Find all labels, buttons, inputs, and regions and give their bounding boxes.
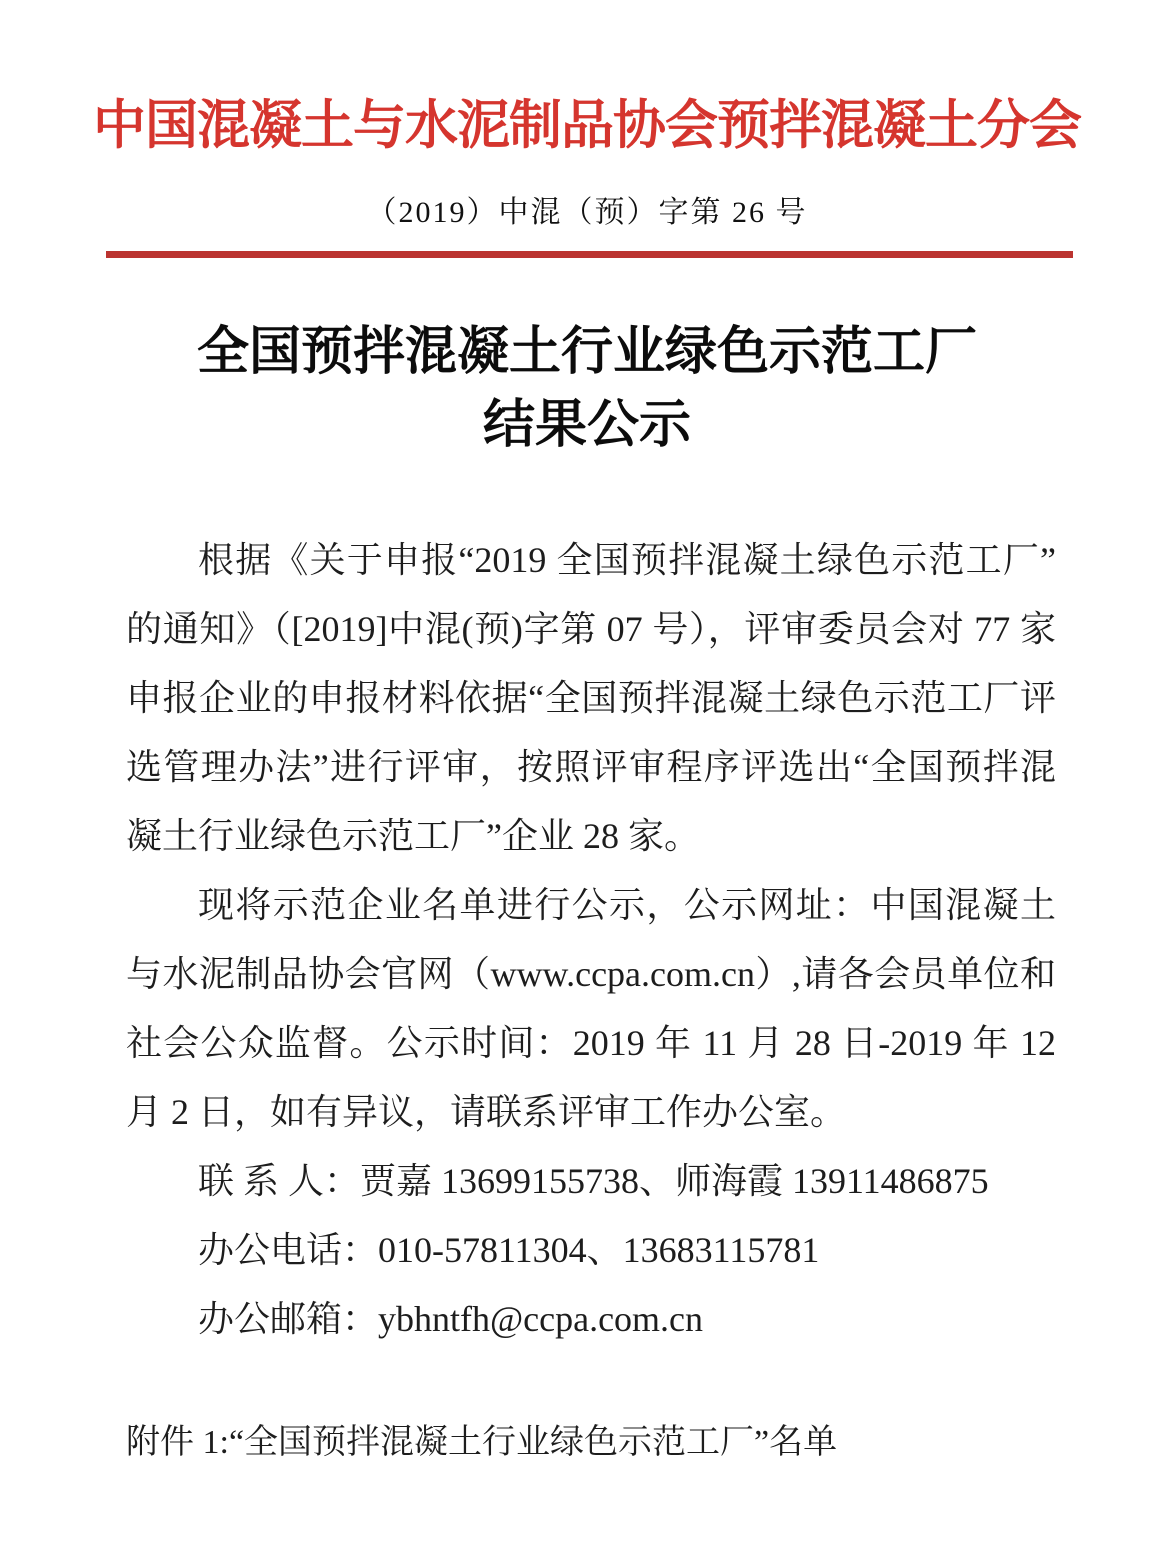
document-title-line1: 全国预拌混凝土行业绿色示范工厂 — [196, 322, 977, 381]
paragraph-review-result: 根据《关于申报“2019 全国预拌混凝土绿色示范工厂”的通知》（[2019]中混(预)字第 07 号），评审委员会对 77 家申报企业的申报材料依据“全国预拌混凝土绿色示范工厂评选管理办法”进行评审，按照评审程序评选出“全国预拌混凝土行业绿色示范工厂”企业 28 家。 — [126, 539, 1056, 856]
attachment-reference-line: 附件 1:“全国预拌混凝土行业绿色示范工厂”名单 — [126, 1423, 838, 1461]
document-body — [126, 526, 1056, 1354]
red-divider-rule — [106, 251, 1073, 258]
document-title-line2: 结果公示 — [482, 395, 691, 454]
org-name-header: 中国混凝土与水泥制品协会预拌混凝土分会 — [93, 96, 1081, 155]
document-title — [0, 316, 1174, 462]
office-email-line: 办公邮箱：ybhntfh@ccpa.com.cn — [198, 1298, 704, 1339]
office-phone-line: 办公电话：010-57811304、13683115781 — [198, 1229, 820, 1270]
contact-person-line: 联 系 人：贾嘉 13699155738、师海霞 13911486875 — [198, 1160, 989, 1201]
paragraph-publicity-period: 现将示范企业名单进行公示，公示网址：中国混凝土与水泥制品协会官网（www.ccpa.com.cn）,请各会员单位和社会公众监督。公示时间：2019 年 11 月 28 日-2019 年 12 月 2 日，如有异议，请联系评审工作办公室。 — [126, 884, 1056, 1132]
document-number: （2019）中混（预）字第 26 号 — [366, 195, 808, 229]
